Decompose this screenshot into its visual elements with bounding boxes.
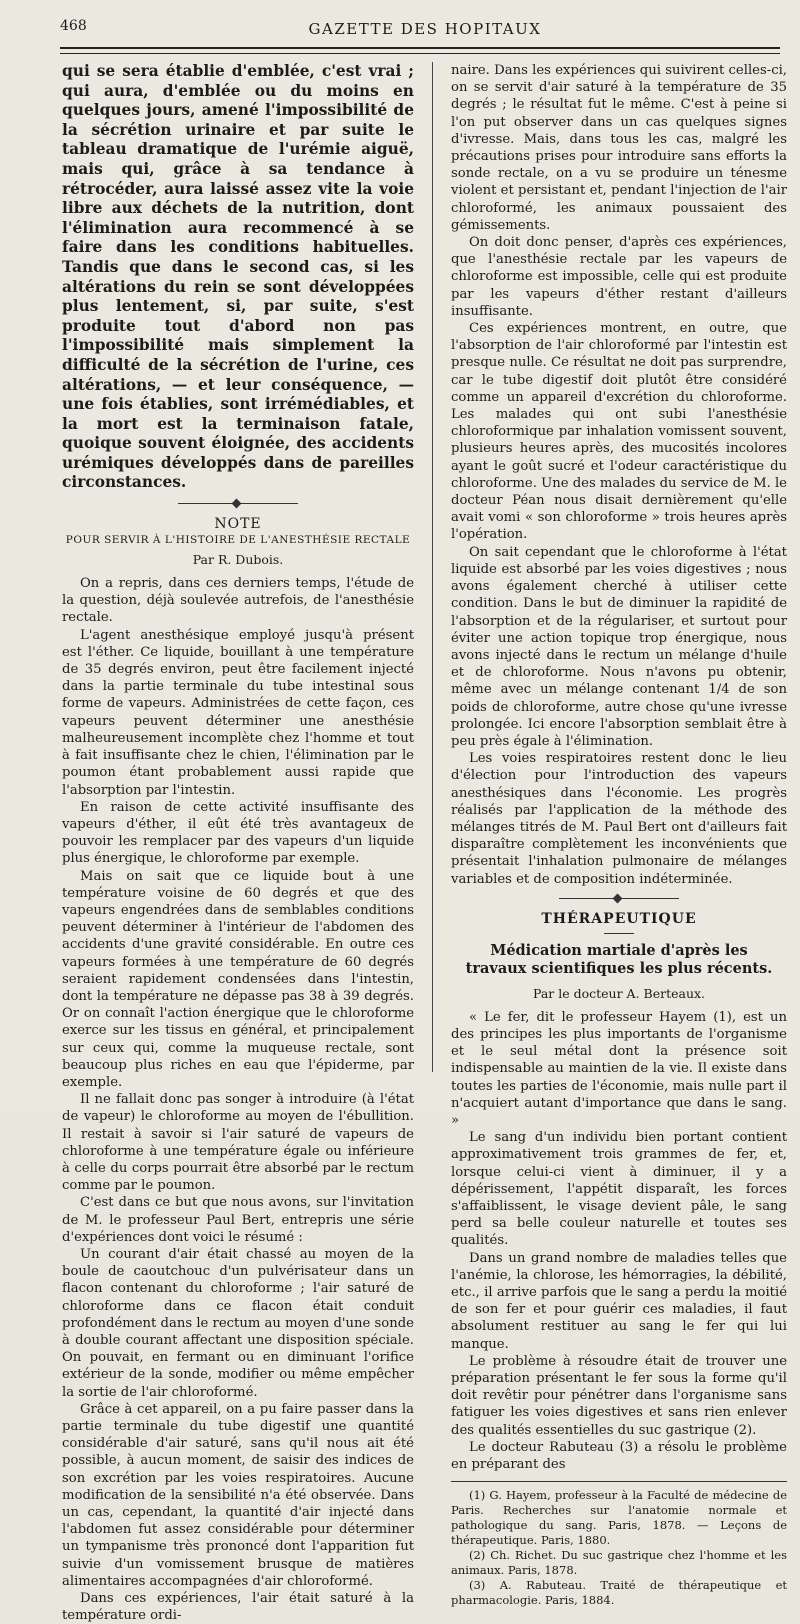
note-title: NOTE bbox=[214, 516, 262, 533]
right-column bbox=[451, 62, 787, 1608]
note-subtitle: POUR SERVIR À L'HISTOIRE DE L'ANESTHÉSIE RECTALE bbox=[65, 534, 411, 547]
paragraph: Mais on sait que ce liquide bout à une température voisine de 60 degrés et que des vapeurs engendrées dans de semblables conditions peuvent déterminer à l'intérieur de l'abdomen des accidents d'une gravité considérable. En outre ces vapeurs formées à une température de 60 degrés seraient rapidement condensées dans l'intestin, dont la température ne dépasse pas 38 à 39 degrés. Or on connaît l'action énergique que le chloroforme exerce sur les tissus en général, et principalement sur ceux qui, comme la muqueuse rectale, sont beaucoup plus riches en eau que l'épiderme, par exemple. bbox=[62, 868, 414, 1090]
paragraph: Le problème à résoudre était de trouver une préparation présentant le fer sous la forme qu'il doit revêtir pour pénétrer dans l'organisme sans fatiguer les voies digestives et sans rien enlever des qualités essentielles du suc gastrique (2). bbox=[451, 1353, 787, 1438]
paragraph: Il ne fallait donc pas songer à introduire (à l'état de vapeur) le chloroforme au moyen de l'ébullition. Il restait à savoir si l'air saturé de vapeurs de chloroforme à une température égale ou inférieure à celle du corps pourrait être absorbé par le rectum comme par le poumon. bbox=[62, 1092, 414, 1194]
paragraph: On a repris, dans ces derniers temps, l'étude de la question, déjà soulevée autrefois, de l'anesthésie rectale. bbox=[62, 576, 414, 626]
paragraph: « Le fer, dit le professeur Hayem (1), est un des principes les plus importants de l'organisme et le seul métal dont la présence soit indispensable au maintien de la vie. Il existe dans toutes les parties de l'économie, mais nulle part il n'acquiert autant d'importance que dans le sang. » bbox=[451, 1009, 787, 1128]
paragraph: Les voies respiratoires restent donc le lieu d'élection pour l'introduction des vapeurs anesthésiques dans l'économie. Les progrès réalisés par l'application de la méthode des mélanges titrés de M. Paul Bert ont d'ailleurs fait disparaître complètement les inconvénients que présentait l'inhalation pulmonaire de mélanges variables et de composition indéterminée. bbox=[451, 751, 787, 887]
footnote: (1) G. Hayem, professeur à la Faculté de médecine de Paris. Recherches sur l'anatomie normale et pathologique du sang. Paris, 1878. — Leçons de thérapeutique. Paris, 1880. bbox=[451, 1488, 787, 1548]
paragraph: Le sang d'un individu bien portant contient approximativement trois grammes de fer, et, lorsque celui-ci vient à diminuer, il y a dépérissement, l'appétit disparaît, les forces s'affaiblissent, le visage devient pâle, le sang perd sa belle couleur naturelle et toutes ses qualités. bbox=[451, 1130, 787, 1249]
intro-paragraph: qui se sera établie d'emblée, c'est vrai ; qui aura, d'emblée ou du moins en quelques jours, amené l'impossibilité de la sécrétion urinaire et par suite le tableau dramatique de l'urémie aiguë, mais qui, grâce à sa tendance à rétrocéder, aura laissé assez vite la voie libre aux déchets de la nutrition, dont l'élimination aura recommencé à se faire dans les conditions habituelles. Tandis que dans le second cas, si les altérations du rein se sont développées plus lentement, si, par suite, s'est produite tout d'abord non pas l'impossibilité mais simplement la difficulté de la sécrétion de l'urine, ces altérations, — et leur conséquence, — une fois établies, sont irrémédiables, et la mort est la terminaison fatale, quoique souvent éloignée, des accidents urémiques développés dans de pareilles circonstances. bbox=[62, 62, 414, 492]
paragraph: On doit donc penser, d'après ces expériences, que l'anesthésie rectale par les vapeurs de chloroforme est impossible, celle qui est produite par les vapeurs d'éther restant d'ailleurs insuffisante. bbox=[451, 235, 787, 319]
paragraph: Ces expériences montrent, en outre, que l'absorption de l'air chloroformé par l'intestin est presque nulle. Ce résultat ne doit pas surprendre, car le tube digestif doit plutôt être considéré comme un appareil d'excrétion du chloroforme. Les malades qui ont subi l'anesthésie chloroformique par inhalation vomissent souvent, plusieurs heures après, des mucosités incolores ayant le goût sucré et l'odeur caractéristique du chloroforme. Une des malades du service de M. le docteur Péan nous disait dernièrement qu'elle avait vomi « son chloroforme » trois heures après l'opération. bbox=[451, 321, 787, 543]
note-byline: Par R. Dubois. bbox=[192, 552, 284, 568]
paragraph: On sait cependant que le chloroforme à l'état liquide est absorbé par les voies digestives ; nous avons également cherché à utiliser cette condition. Dans le but de diminuer la rapidité de l'absorption et de la régulariser, et surtout pour éviter une action topique trop énergique, nous avons injecté dans le rectum un mélange d'huile et de chloroforme. Nous n'avons pu obtenir, même avec un mélange contenant 1/4 de son poids de chloroforme, autre chose qu'une ivresse prolongée. Ici encore l'absorption semblait être à peu près égale à l'élimination. bbox=[451, 544, 787, 749]
ornamental-rule bbox=[178, 503, 298, 504]
paragraph: En raison de cette activité insuffisante des vapeurs d'éther, il eût été très avantageux de pouvoir les remplacer par des vapeurs d'un liquide plus énergique, le chloroforme par exemple. bbox=[62, 799, 414, 867]
page-header bbox=[60, 16, 790, 46]
paragraph: Dans ces expériences, l'air était saturé à la température ordi- bbox=[62, 1591, 414, 1624]
section-title: THÉRAPEUTIQUE bbox=[541, 910, 697, 927]
left-column bbox=[62, 62, 414, 1624]
footnote-rule bbox=[451, 1481, 787, 1482]
header-rule bbox=[60, 47, 780, 54]
page-number: 468 bbox=[60, 18, 87, 34]
paragraph: Un courant d'air était chassé au moyen de la boule de caoutchouc d'un pulvérisateur dans un flacon contenant du chloroforme ; l'air saturé de chloroforme dans ce flacon était conduit profondément dans le rectum au moyen d'une sonde à double courant affectant une disposition spéciale. On pouvait, en fermant ou en diminuant l'orifice extérieur de la sonde, modifier ou même empêcher la sortie de l'air chloroformé. bbox=[62, 1246, 414, 1400]
paragraph: naire. Dans les expériences qui suivirent celles-ci, on se servit d'air saturé à la température de 35 degrés ; le résultat fut le même. C'est à peine si l'on put observer dans un cas quelques signes d'ivresse. Mais, dans tous les cas, malgré les précautions prises pour introduire sans efforts la sonde rectale, on a vu se produire un ténesme violent et persistant et, pendant l'injection de l'air chloroformé, les animaux poussaient des gémissements. bbox=[451, 63, 787, 233]
paragraph: Grâce à cet appareil, on a pu faire passer dans la partie terminale du tube digestif une quantité considérable d'air saturé, sans qu'il nous ait été possible, à aucun moment, de saisir des indices de son excrétion par les voies respiratoires. Aucune modification de la sensibilité n'a été observée. Dans un cas, cependant, la quantité d'air injecté dans l'abdomen fut assez considérable pour déterminer un tympanisme très prononcé dont l'apparition fut suivie d'un vomissement brusque de matières alimentaires accompagnées d'air chloroformé. bbox=[62, 1401, 414, 1589]
footnote: (3) A. Rabuteau. Traité de thérapeutique et pharmacologie. Paris, 1884. bbox=[451, 1578, 787, 1608]
column-divider bbox=[432, 62, 433, 1072]
running-title: GAZETTE DES HOPITAUX bbox=[308, 20, 542, 38]
paragraph: C'est dans ce but que nous avons, sur l'invitation de M. le professeur Paul Bert, entrepris une série d'expériences dont voici le résumé : bbox=[62, 1195, 414, 1245]
article-byline: Par le docteur A. Berteaux. bbox=[532, 985, 706, 1001]
footnote: (2) Ch. Richet. Du suc gastrique chez l'homme et les animaux. Paris, 1878. bbox=[451, 1548, 787, 1578]
paragraph: Le docteur Rabuteau (3) a résolu le problème en préparant des bbox=[451, 1439, 787, 1473]
short-rule bbox=[604, 933, 634, 934]
paragraph: Dans un grand nombre de maladies telles que l'anémie, la chlorose, les hémorragies, la débilité, etc., il arrive parfois que le sang a perdu la moitié de son fer et pour guérir ces maladies, il faut absolument restituer au sang le fer qui lui manque. bbox=[451, 1250, 787, 1352]
paragraph: L'agent anesthésique employé jusqu'à présent est l'éther. Ce liquide, bouillant à une température de 35 degrés environ, peut être facilement injecté dans la partie terminale du tube intestinal sous forme de vapeurs. Administrées de cette façon, ces vapeurs peuvent déterminer une anesthésie malheureusement incomplète chez l'homme et tout à fait insuffisante chez le chien, l'élimination par le poumon étant probablement aussi rapide que l'absorption par l'intestin. bbox=[62, 627, 414, 798]
ornamental-rule bbox=[559, 898, 679, 899]
article-title: Médication martiale d'après les travaux scientifiques les plus récents. bbox=[465, 941, 773, 977]
